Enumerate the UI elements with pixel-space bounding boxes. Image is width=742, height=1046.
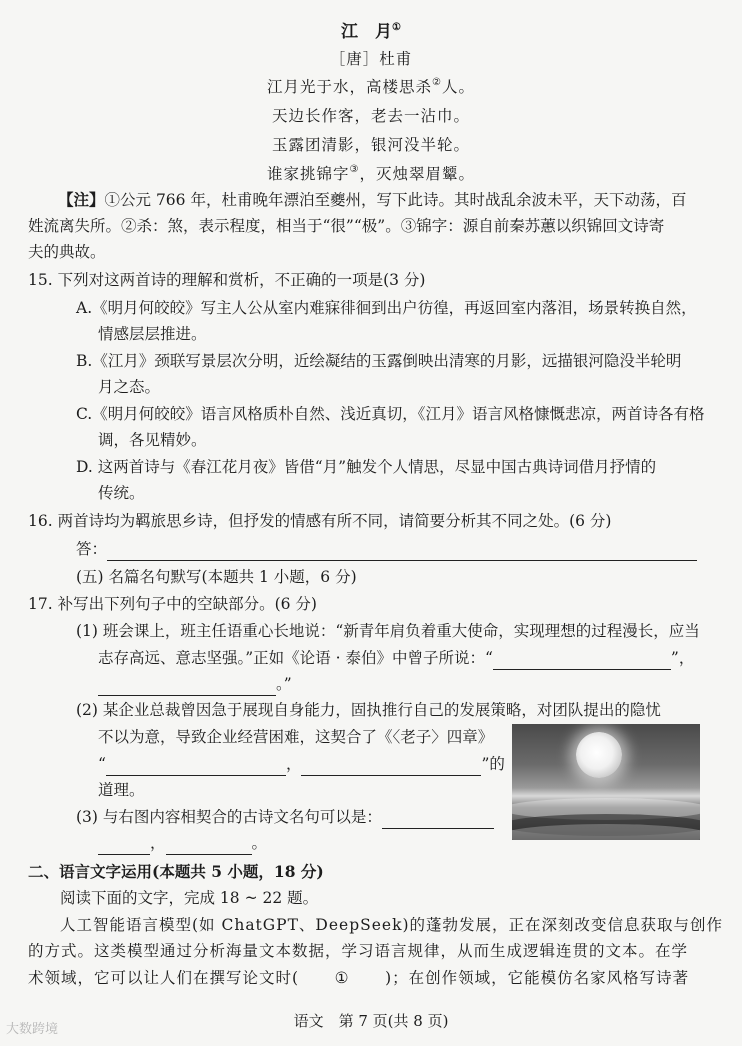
moon-icon [576,732,622,778]
question-15-stem: 15. 下列对这两首诗的理解和赏析，不正确的一项是(3 分) [28,271,426,289]
blank-marker-1[interactable]: ① [334,969,350,987]
q17-part1-line1: (1) 班会课上，班主任语重心长地说：“新青年肩负着重大使命，实现理想的过程漫长，应当 [76,622,700,640]
q15-option-c: C.《明月何皎皎》语言风格质朴自然、浅近真切，《江月》语言风格慷慨悲凉，两首诗各有格 [76,405,705,423]
q17-part1-line2: 志存高远、意志坚强。”正如《论语 · 泰伯》中曾子所说：“ ”， [98,646,742,670]
section-2-heading: 二、语言文字运用(本题共 5 小题，18 分) [28,862,324,881]
wave-shape [512,824,700,840]
note-line-1: 【注】①公元 766 年，杜甫晚年漂泊至夔州，写下此诗。其时战乱余波未平，天下动荡，百 [58,190,687,209]
answer-blank[interactable] [107,542,697,561]
question-16-stem: 16. 两首诗均为羁旅思乡诗，但抒发的情感有所不同，请简要分析其不同之处。(6 分) [28,512,612,530]
q16-answer-line[interactable] [76,537,742,561]
passage-line-1: 人工智能语言模型(如 ChatGPT、DeepSeek)的蓬勃发展，正在深刻改变信息获取与创作 [60,916,724,934]
section-5-heading: (五) 名篇名句默写(本题共 1 小题，6 分) [76,568,357,586]
q15-option-b-cont: 月之态。 [98,378,161,396]
fill-blank[interactable] [106,757,286,776]
page-footer: 语文 第 7 页(共 8 页) [293,1012,449,1030]
poem-line-1: 江月光于水，高楼思杀②人。 [267,77,475,96]
poem-title-note: ① [392,22,401,33]
q17-part1-line3: 。” [98,672,742,696]
fill-blank[interactable] [98,836,150,855]
q17-part3-line2: ， 。 [98,831,742,855]
fill-blank[interactable] [382,810,494,829]
q17-part3-line1: (3) 与右图内容相契合的古诗文名句可以是： [76,805,742,829]
q15-option-b: B.《江月》颈联写景层次分明，近绘凝结的玉露倒映出清寒的月影，远描银河隐没半轮明 [76,352,682,370]
q15-option-a-cont: 情感层层推进。 [98,325,207,343]
answer-label: 答： [76,540,108,558]
poem-title-text: 江 月 [341,22,393,42]
q15-option-d-cont: 传统。 [98,484,145,502]
poem-line-4: 谁家挑锦字③，灭烛翠眉颦。 [267,164,475,183]
q15-option-c-cont: 调，各见精妙。 [98,431,207,449]
poem-line-3: 玉露团清影，银河没半轮。 [271,136,470,154]
fill-blank[interactable] [166,836,252,855]
q15-option-d: D. 这两首诗与《春江花月夜》皆借“月”触发个人情思，尽显中国古典诗词借月抒情的 [76,458,657,476]
fill-blank[interactable] [98,677,276,696]
note-line-2: 姓流离失所。②杀：煞，表示程度，相当于“很”“极”。③锦字：源自前秦苏蕙以织锦回文诗寄 [28,217,665,235]
fill-blank[interactable] [301,757,481,776]
section-2-intro: 阅读下面的文字，完成 18 ~ 22 题。 [60,889,319,907]
fill-blank[interactable] [493,651,671,670]
q17-part2-line1: (2) 某企业总裁曾因急于展现自身能力，固执推行自己的发展策略，对团队提出的隐忧 [76,701,661,719]
q17-part2-line4: 道理。 [98,781,145,799]
q17-part2-line2: 不以为意，导致企业经营困难，这契合了《〈老子〉四章》 [98,728,494,746]
note-label: 【注】 [58,190,105,209]
poem-line-2: 天边长作客，老去一沾巾。 [271,107,470,125]
watermark-logo: 大数跨境 [6,1022,59,1037]
passage-line-2: 的方式。这类模型通过分析海量文本数据，学习语言规律，从而生成逻辑连贯的文本。在学 [28,942,689,960]
poem-author: ［唐］杜甫 [329,50,413,68]
question-17-stem: 17. 补写出下列句子中的空缺部分。(6 分) [28,595,317,613]
q15-option-a: A.《明月何皎皎》写主人公从室内难寐徘徊到出户彷徨，再返回室内落泪，场景转换自然， [76,299,697,317]
note-line-3: 夫的典故。 [28,243,106,261]
passage-line-3: 术领域，它可以让人们在撰写论文时( ① )；在创作领域，它能模仿名家风格写诗著 [28,966,742,990]
q17-part2-line3: “ ， ”的 [98,752,742,776]
poem-title [0,20,742,44]
moon-sea-illustration [512,724,700,840]
